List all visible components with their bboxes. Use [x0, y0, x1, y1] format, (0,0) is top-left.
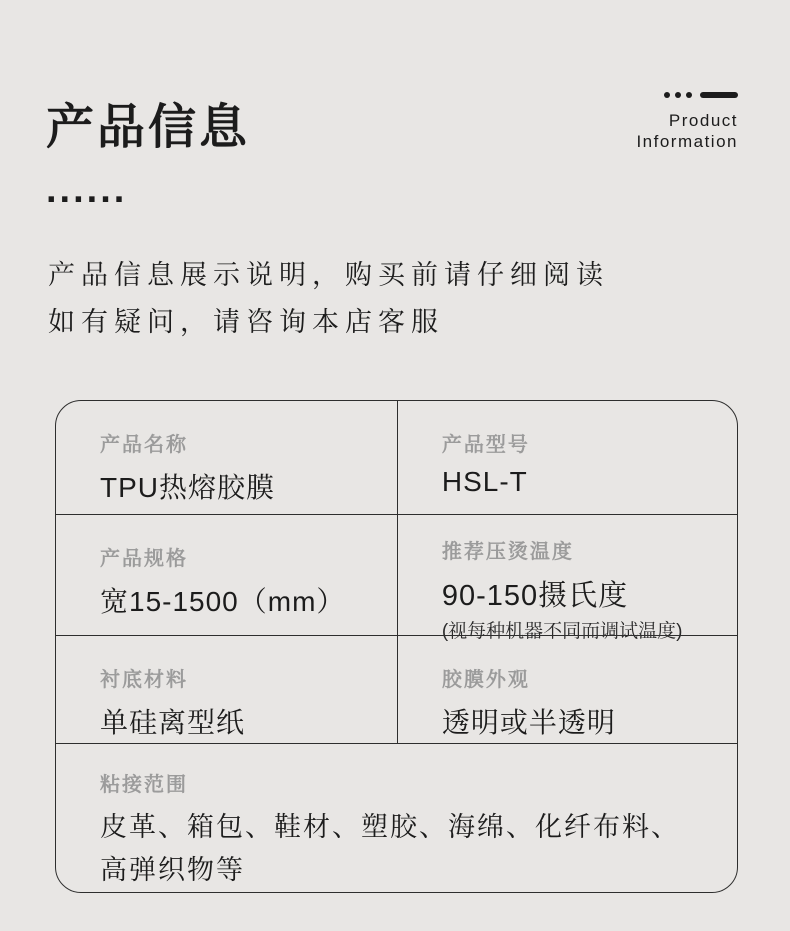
subtitle-english-line1: Product	[668, 111, 738, 130]
intro-text	[48, 252, 609, 346]
cell-value-line2: 高弹织物等	[100, 855, 245, 885]
cell-model	[398, 401, 737, 514]
dots-dash-icon	[636, 92, 738, 98]
cell-value: 透明或半透明	[441, 707, 616, 739]
cell-product-name	[56, 401, 398, 514]
cell-label: 粘接范围	[100, 774, 188, 796]
table-row	[56, 743, 737, 892]
cell-value: 单硅离型纸	[100, 707, 246, 739]
intro-line2: 如有疑问，请咨询本店客服	[48, 307, 444, 337]
cell-spec	[56, 515, 398, 635]
dot-icon	[686, 92, 692, 98]
decorative-dots: ......	[46, 169, 128, 211]
header-english-subtitle	[636, 88, 738, 152]
cell-value-line1: 皮革、箱包、鞋材、塑胶、海绵、化纤布料、	[100, 812, 680, 842]
cell-backing-material	[56, 636, 398, 743]
table-row	[56, 401, 737, 514]
dot-icon	[664, 92, 670, 98]
cell-value: TPU热熔胶膜	[100, 472, 276, 503]
intro-line1: 产品信息展示说明，购买前请仔细阅读	[48, 260, 609, 290]
cell-note: (视每种机器不同而调试温度)	[441, 621, 683, 643]
cell-film-appearance	[398, 636, 737, 743]
cell-bonding-range	[56, 744, 737, 892]
cell-label: 衬底材料	[100, 669, 188, 692]
cell-value: 宽15-1500（mm）	[100, 586, 346, 618]
cell-label: 产品型号	[441, 434, 530, 456]
table-row	[56, 635, 737, 743]
cell-temperature	[398, 515, 737, 643]
cell-value: HSL-T	[441, 466, 528, 497]
cell-label: 胶膜外观	[441, 669, 530, 692]
table-row	[56, 514, 737, 643]
subtitle-english-line2: Information	[636, 132, 738, 151]
cell-label: 推荐压烫温度	[441, 541, 574, 564]
cell-label: 产品规格	[100, 548, 188, 571]
page-title: 产品信息	[46, 101, 251, 154]
cell-value: 90-150摄氏度	[441, 580, 629, 613]
spec-table	[55, 400, 738, 893]
dot-icon	[675, 92, 681, 98]
cell-label: 产品名称	[100, 434, 188, 456]
dash-icon	[700, 92, 738, 98]
